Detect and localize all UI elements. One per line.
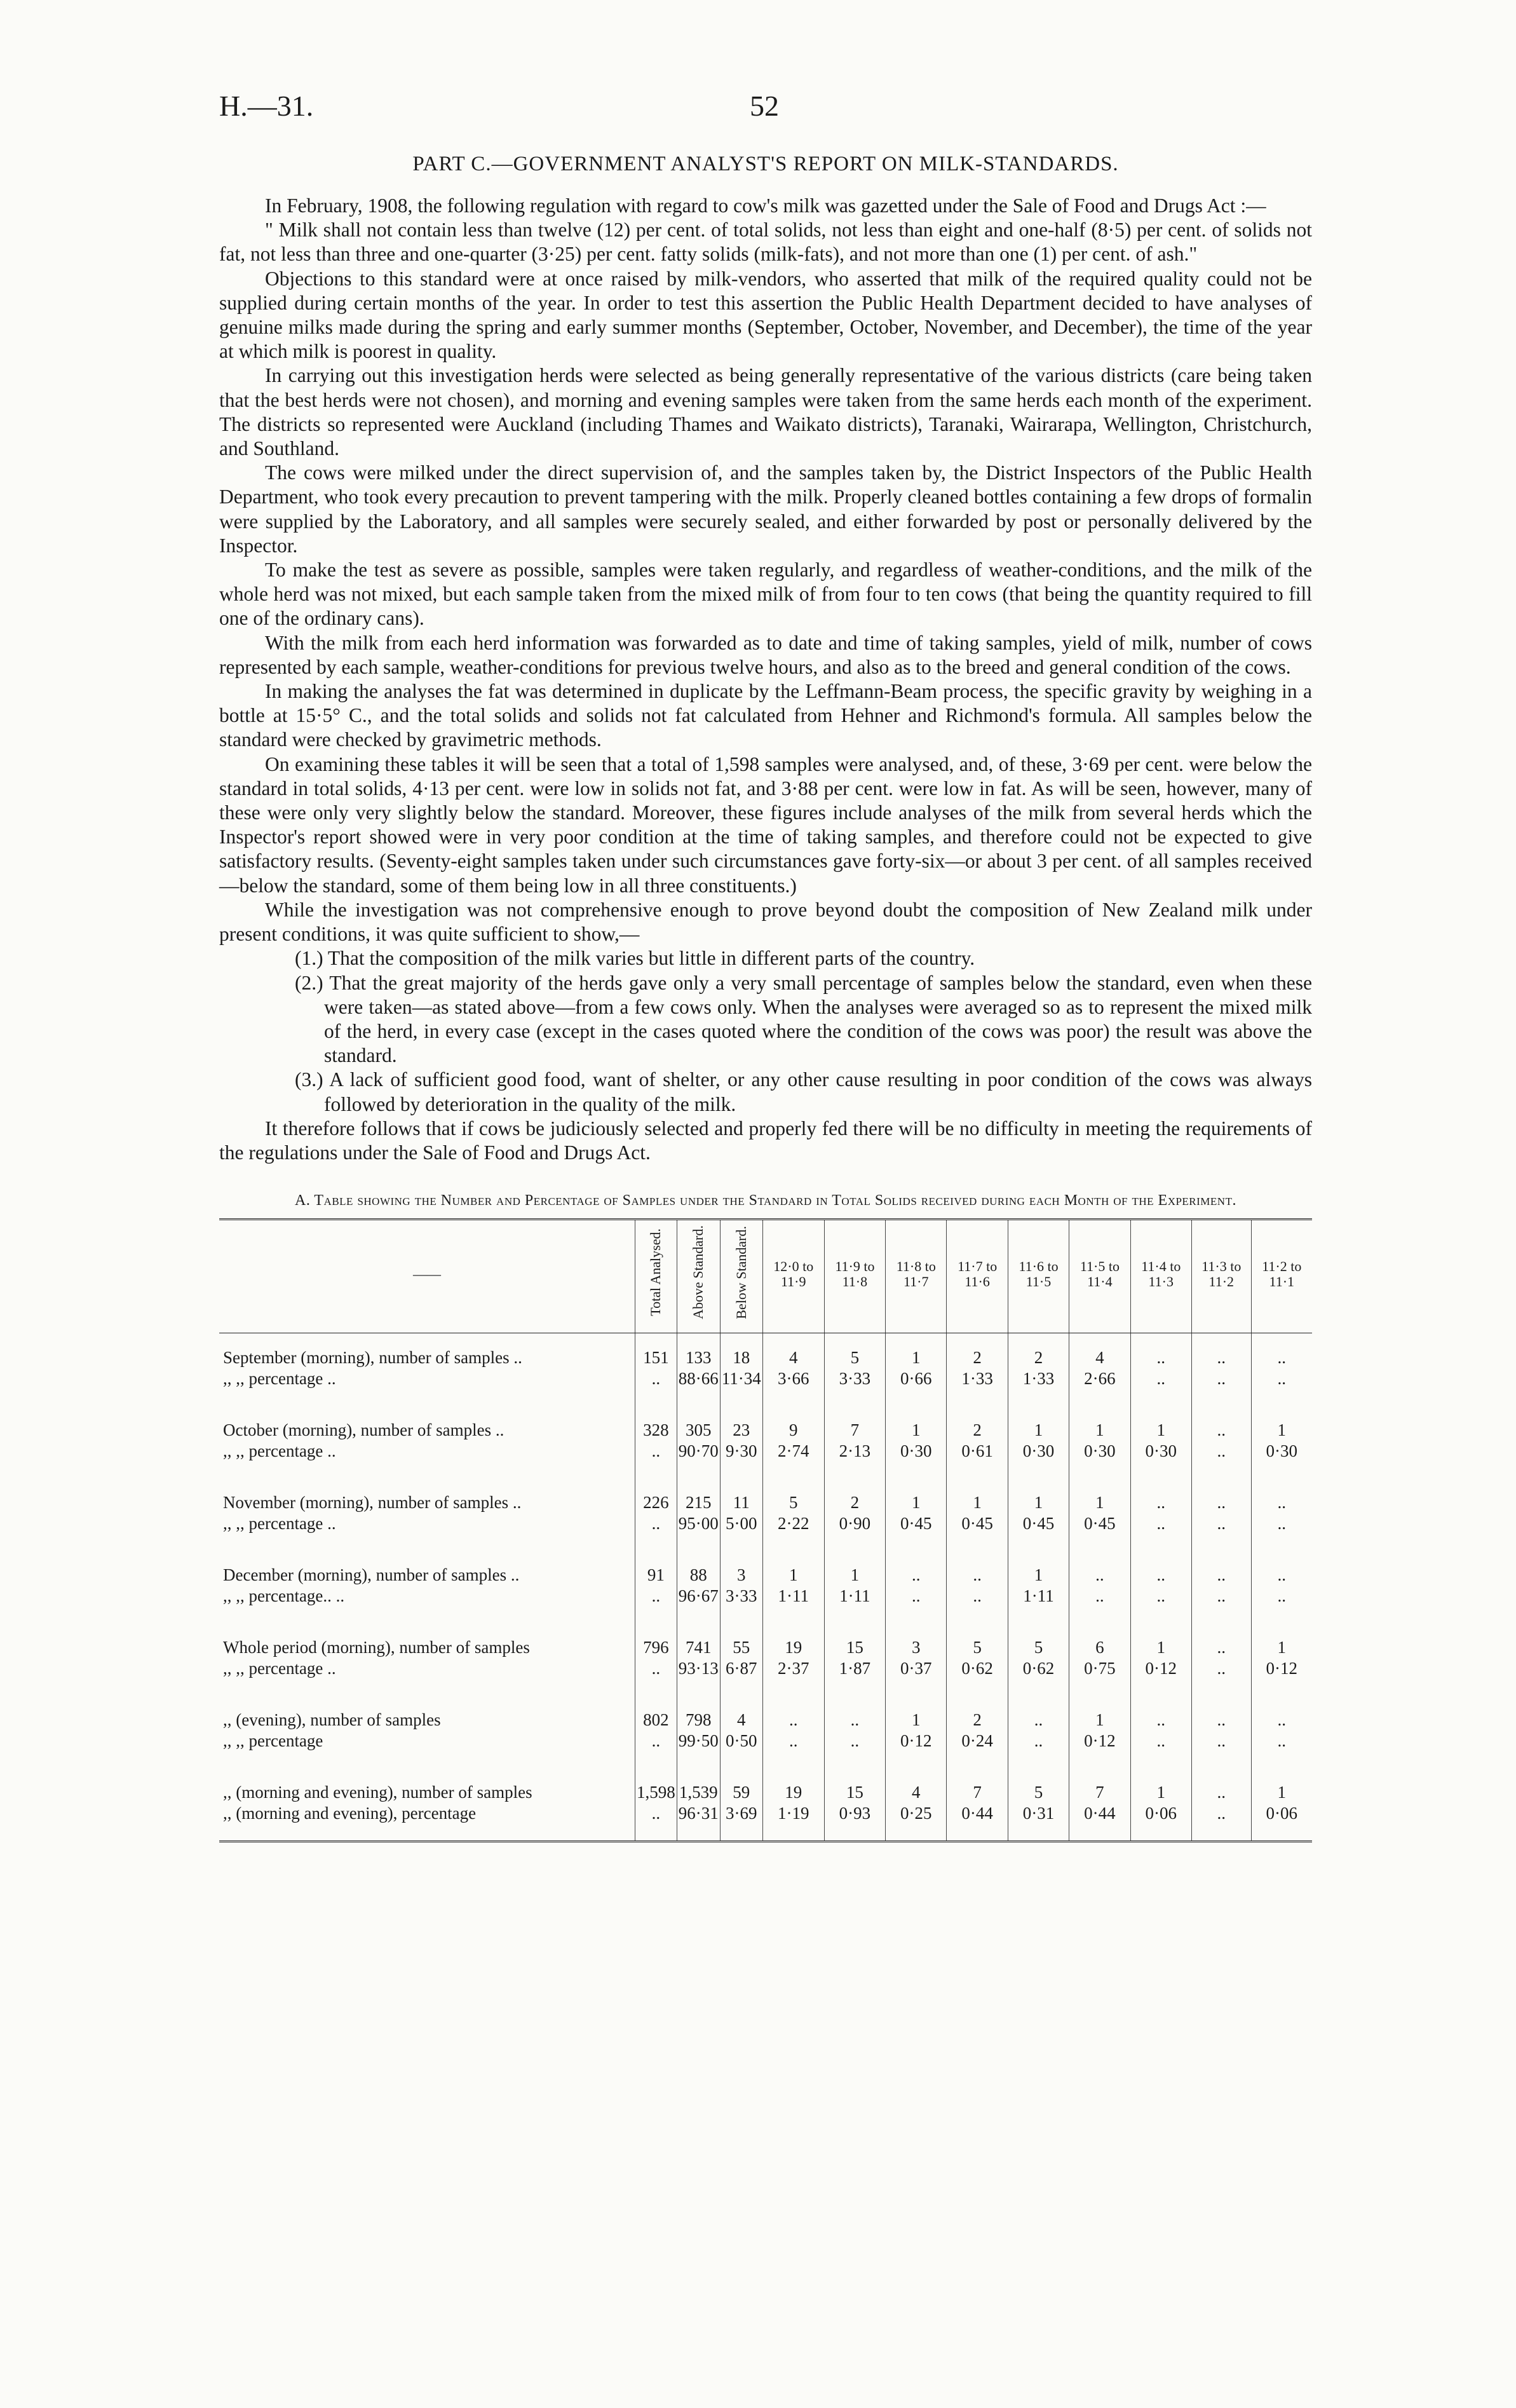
table-cell: .. bbox=[1191, 1513, 1251, 1551]
table-cell: 3·33 bbox=[720, 1586, 762, 1623]
header-total-analysed: Total Analysed. bbox=[635, 1220, 677, 1333]
table-cell: 0·12 bbox=[886, 1731, 947, 1768]
table-cell: 0·12 bbox=[1130, 1658, 1191, 1696]
table-cell: 2·74 bbox=[762, 1441, 824, 1478]
row-label: ,, ,, percentage .. bbox=[223, 1368, 336, 1388]
table-cell: 11 bbox=[720, 1478, 762, 1513]
samples-table bbox=[219, 1218, 1312, 1842]
table-cell: .. bbox=[1251, 1333, 1312, 1368]
header-range: 11·3 to 11·2 bbox=[1191, 1220, 1251, 1333]
table-cell: 1·11 bbox=[1008, 1586, 1069, 1623]
paragraph: " Milk shall not contain less than twelve (12) per cent. of total solids, not less than eight and one-half (8·5) per cent. of solids not fat, not less than three and one-quarter (3·25) per cent. fatty solids (milk-fats), and not more than one (1) per cent. of ash." bbox=[219, 219, 1312, 266]
row-label: ,, ,, percentage .. bbox=[223, 1513, 336, 1533]
row-label: ,, (evening), number of samples bbox=[223, 1710, 441, 1729]
table-cell: .. bbox=[824, 1696, 885, 1731]
table-cell: .. bbox=[1069, 1586, 1130, 1623]
header-range: 11·4 to 11·3 bbox=[1130, 1220, 1191, 1333]
document-reference: H.—31. bbox=[219, 90, 314, 122]
table-cell: 5 bbox=[762, 1478, 824, 1513]
table-cell: .. bbox=[824, 1731, 885, 1768]
table-row bbox=[219, 1768, 1312, 1803]
table-cell: 1·11 bbox=[762, 1586, 824, 1623]
table-cell: 1 bbox=[1069, 1406, 1130, 1441]
row-label: Whole period (morning), number of samples bbox=[223, 1637, 530, 1657]
table-cell: 1·11 bbox=[824, 1586, 885, 1623]
table-cell: 4 bbox=[720, 1696, 762, 1731]
table-cell: 3 bbox=[720, 1551, 762, 1586]
header-range: 11·6 to 11·5 bbox=[1008, 1220, 1069, 1333]
table-cell: 18 bbox=[720, 1333, 762, 1368]
table-cell: 0·30 bbox=[1130, 1441, 1191, 1478]
row-label: October (morning), number of samples .. bbox=[223, 1420, 504, 1439]
table-cell: .. bbox=[1191, 1368, 1251, 1406]
table-body bbox=[219, 1333, 1312, 1841]
table-cell: 0·45 bbox=[1008, 1513, 1069, 1551]
table-cell: .. bbox=[947, 1551, 1008, 1586]
row-label: ,, ,, percentage .. bbox=[223, 1658, 336, 1678]
table-cell: .. bbox=[1191, 1623, 1251, 1658]
table-cell: .. bbox=[1191, 1768, 1251, 1803]
table-cell: .. bbox=[1251, 1731, 1312, 1768]
document-page bbox=[219, 89, 1312, 1842]
table-cell: 1 bbox=[1251, 1768, 1312, 1803]
table-cell: 133 bbox=[677, 1333, 720, 1368]
table-cell: 11·34 bbox=[720, 1368, 762, 1406]
table-cell: 1 bbox=[1069, 1696, 1130, 1731]
page-title: PART C.—GOVERNMENT ANALYST'S REPORT ON MILK-STANDARDS. bbox=[412, 153, 1119, 175]
table-cell: 1,539 bbox=[677, 1768, 720, 1803]
table-cell: 15 bbox=[824, 1768, 885, 1803]
table-row bbox=[219, 1696, 1312, 1731]
table-cell: 802 bbox=[635, 1696, 677, 1731]
table-cell: .. bbox=[1191, 1731, 1251, 1768]
table-cell: 0·75 bbox=[1069, 1658, 1130, 1696]
table-cell: .. bbox=[1191, 1333, 1251, 1368]
table-cell: .. bbox=[635, 1731, 677, 1768]
table-cell: 3·69 bbox=[720, 1803, 762, 1842]
table-cell: 1 bbox=[886, 1478, 947, 1513]
table-cell: 0·62 bbox=[947, 1658, 1008, 1696]
table-cell: .. bbox=[1191, 1551, 1251, 1586]
table-cell: .. bbox=[1251, 1586, 1312, 1623]
paragraph: On examining these tables it will be seen that a total of 1,598 samples were analysed, and, of these, 3·69 per cent. were below the standard in total solids, 4·13 per cent. were low in solids not fat, and 3·88 per cent. were low in fat. As will be seen, however, many of these were only very slightly below the standard. Moreover, these figures include analyses of the milk from several herds which the Inspector's report showed were in very poor condition at the time of taking samples, and therefore could not be expected to give satisfactory results. (Seventy-eight samples taken under such circumstances gave forty-six—or about 3 per cent. of all samples received—below the standard, some of them being low in all three constituents.) bbox=[219, 752, 1312, 897]
header-range: 11·8 to 11·7 bbox=[886, 1220, 947, 1333]
table-cell: 6 bbox=[1069, 1623, 1130, 1658]
table-cell: .. bbox=[635, 1658, 677, 1696]
table-cell: 1·19 bbox=[762, 1803, 824, 1842]
table-cell: 1 bbox=[886, 1406, 947, 1441]
table-row bbox=[219, 1478, 1312, 1513]
table-cell: .. bbox=[1130, 1368, 1191, 1406]
table-row bbox=[219, 1406, 1312, 1441]
table-row bbox=[219, 1731, 1312, 1768]
table-cell: .. bbox=[1191, 1478, 1251, 1513]
table-cell: .. bbox=[1251, 1551, 1312, 1586]
table-cell: 90·70 bbox=[677, 1441, 720, 1478]
table-cell: 0·06 bbox=[1251, 1803, 1312, 1842]
table-cell: .. bbox=[1251, 1478, 1312, 1513]
table-cell: 741 bbox=[677, 1623, 720, 1658]
table-cell: .. bbox=[1251, 1368, 1312, 1406]
table-cell: 88·66 bbox=[677, 1368, 720, 1406]
table-caption: A. Table showing the Number and Percentage of Samples under the Standard in Total Solids received during each Month of the Experiment. bbox=[295, 1192, 1236, 1209]
row-label: December (morning), number of samples .. bbox=[223, 1565, 520, 1584]
table-cell: .. bbox=[1251, 1513, 1312, 1551]
table-cell: .. bbox=[1130, 1731, 1191, 1768]
table-header-row bbox=[219, 1220, 1312, 1333]
table-cell: 0·37 bbox=[886, 1658, 947, 1696]
table-cell: 1 bbox=[1008, 1551, 1069, 1586]
table-cell: 0·45 bbox=[947, 1513, 1008, 1551]
table-row bbox=[219, 1333, 1312, 1368]
table-cell: 0·12 bbox=[1069, 1731, 1130, 1768]
table-row bbox=[219, 1658, 1312, 1696]
paragraph: The cows were milked under the direct supervision of, and the samples taken by, the District Inspectors of the Public Health Department, who took every precaution to prevent tampering with the milk. Properly cleaned bottles containing a few drops of formalin were supplied by the Laboratory, and all samples were securely sealed, and either forwarded by post or personally delivered by the Inspector. bbox=[219, 461, 1312, 557]
table-cell: 151 bbox=[635, 1333, 677, 1368]
table-cell: .. bbox=[635, 1803, 677, 1842]
table-cell: 15 bbox=[824, 1623, 885, 1658]
table-cell: 0·06 bbox=[1130, 1803, 1191, 1842]
table-row bbox=[219, 1803, 1312, 1842]
table-cell: .. bbox=[1191, 1658, 1251, 1696]
table-cell: 91 bbox=[635, 1551, 677, 1586]
table-cell: 1 bbox=[762, 1551, 824, 1586]
table-cell: 798 bbox=[677, 1696, 720, 1731]
paragraph: In February, 1908, the following regulation with regard to cow's milk was gazetted under the Sale of Food and Drugs Act :— bbox=[265, 194, 1266, 217]
table-row bbox=[219, 1551, 1312, 1586]
table-cell: .. bbox=[762, 1696, 824, 1731]
table-cell: 1 bbox=[1130, 1406, 1191, 1441]
table-cell: .. bbox=[1008, 1696, 1069, 1731]
header-above-standard: Above Standard. bbox=[677, 1220, 720, 1333]
table-row bbox=[219, 1586, 1312, 1623]
table-cell: 1 bbox=[824, 1551, 885, 1586]
paragraph: While the investigation was not comprehensive enough to prove beyond doubt the composition of New Zealand milk under present conditions, it was quite sufficient to show,— bbox=[219, 898, 1312, 946]
paragraph: With the milk from each herd information was forwarded as to date and time of taking samples, yield of milk, number of cows represented by each sample, weather-conditions for previous twelve hours, and also as to the breed and general condition of the cows. bbox=[219, 631, 1312, 678]
table-cell: .. bbox=[762, 1731, 824, 1768]
table-cell: 305 bbox=[677, 1406, 720, 1441]
table-cell: 0·31 bbox=[1008, 1803, 1069, 1842]
table-cell: 2 bbox=[947, 1406, 1008, 1441]
table-cell: 9·30 bbox=[720, 1441, 762, 1478]
table-cell: .. bbox=[1191, 1441, 1251, 1478]
table-row bbox=[219, 1368, 1312, 1406]
table-cell: 5 bbox=[1008, 1623, 1069, 1658]
table-cell: 2·22 bbox=[762, 1513, 824, 1551]
table-cell: 0·90 bbox=[824, 1513, 885, 1551]
table-cell: 6·87 bbox=[720, 1658, 762, 1696]
row-label: ,, (morning and evening), number of samples bbox=[223, 1782, 532, 1802]
report-body bbox=[219, 194, 1312, 1165]
table-cell: 5 bbox=[947, 1623, 1008, 1658]
table-cell: .. bbox=[1130, 1696, 1191, 1731]
row-label: ,, ,, percentage .. bbox=[223, 1441, 336, 1460]
table-cell: 7 bbox=[1069, 1768, 1130, 1803]
table-cell: 0·66 bbox=[886, 1368, 947, 1406]
table-row bbox=[219, 1623, 1312, 1658]
list-item: (2.) That the great majority of the herds gave only a very small percentage of samples below the standard, even when these were taken—as stated above—from a few cows only. When the analyses were averaged so as to represent the mixed milk of the herd, in every case (except in the cases quoted where the condition of the cows was poor) the result was above the standard. bbox=[295, 971, 1312, 1067]
table-row bbox=[219, 1513, 1312, 1551]
table-cell: .. bbox=[1191, 1803, 1251, 1842]
table-cell: 95·00 bbox=[677, 1513, 720, 1551]
table-cell: 0·30 bbox=[1008, 1441, 1069, 1478]
closing-paragraph: It therefore follows that if cows be judiciously selected and properly fed there will be no difficulty in meeting the requirements of the regulations under the Sale of Food and Drugs Act. bbox=[219, 1117, 1312, 1164]
table-cell: .. bbox=[1130, 1513, 1191, 1551]
table-cell: .. bbox=[886, 1551, 947, 1586]
table-cell: 2 bbox=[947, 1333, 1008, 1368]
table-cell: .. bbox=[1130, 1478, 1191, 1513]
table-cell: .. bbox=[635, 1513, 677, 1551]
table-cell: 96·67 bbox=[677, 1586, 720, 1623]
table-cell: 2·66 bbox=[1069, 1368, 1130, 1406]
table-cell: 93·13 bbox=[677, 1658, 720, 1696]
table-cell: 5 bbox=[1008, 1768, 1069, 1803]
table-cell: 1,598 bbox=[635, 1768, 677, 1803]
page-header bbox=[219, 89, 1312, 133]
table-cell: 0·12 bbox=[1251, 1658, 1312, 1696]
table-cell: 1·33 bbox=[1008, 1368, 1069, 1406]
table-cell: .. bbox=[1130, 1333, 1191, 1368]
table-cell: 88 bbox=[677, 1551, 720, 1586]
table-cell: .. bbox=[635, 1368, 677, 1406]
table-cell: 0·30 bbox=[1069, 1441, 1130, 1478]
table-cell: 0·30 bbox=[886, 1441, 947, 1478]
table-cell: 99·50 bbox=[677, 1731, 720, 1768]
table-cell: 0·25 bbox=[886, 1803, 947, 1842]
table-cell: 2 bbox=[1008, 1333, 1069, 1368]
paragraph: In making the analyses the fat was determined in duplicate by the Leffmann-Beam process, the specific gravity by weighing in a bottle at 15·5° C., and the total solids and solids not fat calculated from Hehner and Richmond's formula. All samples below the standard were checked by gravimetric methods. bbox=[219, 680, 1312, 751]
table-cell: 0·45 bbox=[1069, 1513, 1130, 1551]
table-cell: 2·13 bbox=[824, 1441, 885, 1478]
table-cell: 0·50 bbox=[720, 1731, 762, 1768]
row-label: ,, (morning and evening), percentage bbox=[223, 1803, 477, 1823]
table-cell: .. bbox=[635, 1586, 677, 1623]
table-cell: 0·44 bbox=[1069, 1803, 1130, 1842]
table-cell: 2 bbox=[824, 1478, 885, 1513]
table-cell: 1·33 bbox=[947, 1368, 1008, 1406]
paragraph: To make the test as severe as possible, samples were taken regularly, and regardless of weather-conditions, and the milk of the whole herd was not mixed, but each sample taken from the mixed milk of from four to ten cows (that being the quantity required to fill one of the ordinary cans). bbox=[219, 559, 1312, 630]
table-cell: 23 bbox=[720, 1406, 762, 1441]
header-range: 11·2 to 11·1 bbox=[1251, 1220, 1312, 1333]
table-cell: 2 bbox=[947, 1696, 1008, 1731]
list-item: (1.) That the composition of the milk varies but little in different parts of the country. bbox=[295, 947, 975, 970]
row-label: ,, ,, percentage bbox=[223, 1731, 323, 1750]
table-cell: 0·24 bbox=[947, 1731, 1008, 1768]
table-cell: 1 bbox=[886, 1696, 947, 1731]
table-cell: 2·37 bbox=[762, 1658, 824, 1696]
table-cell: 0·30 bbox=[1251, 1441, 1312, 1478]
table-cell: .. bbox=[886, 1586, 947, 1623]
table-cell: 55 bbox=[720, 1623, 762, 1658]
table-cell: 215 bbox=[677, 1478, 720, 1513]
header-below-standard: Below Standard. bbox=[720, 1220, 762, 1333]
table-cell: 4 bbox=[1069, 1333, 1130, 1368]
table-cell: 1 bbox=[947, 1478, 1008, 1513]
table-cell: 1 bbox=[1251, 1406, 1312, 1441]
header-range: 12·0 to 11·9 bbox=[762, 1220, 824, 1333]
table-cell: .. bbox=[947, 1586, 1008, 1623]
table-cell: 0·61 bbox=[947, 1441, 1008, 1478]
table-cell: 96·31 bbox=[677, 1803, 720, 1842]
table-cell: .. bbox=[1008, 1731, 1069, 1768]
list-item: (3.) A lack of sufficient good food, want of shelter, or any other cause resulting in poor condition of the cows was always followed by deterioration in the quality of the milk. bbox=[295, 1068, 1312, 1115]
header-range: 11·5 to 11·4 bbox=[1069, 1220, 1130, 1333]
table-cell: 796 bbox=[635, 1623, 677, 1658]
row-label: November (morning), number of samples .. bbox=[223, 1492, 522, 1512]
table-cell: 0·45 bbox=[886, 1513, 947, 1551]
paragraph: In carrying out this investigation herds were selected as being generally representative of the various districts (care being taken that the best herds were not chosen), and morning and evening samples were taken from the same herds each month of the experiment. The districts so represented were Auckland (including Thames and Waikato districts), Taranaki, Wairarapa, Wellington, Christchurch, and Southland. bbox=[219, 364, 1312, 460]
table-cell: 328 bbox=[635, 1406, 677, 1441]
table-cell: 9 bbox=[762, 1406, 824, 1441]
table-cell: 19 bbox=[762, 1768, 824, 1803]
table-cell: .. bbox=[1191, 1586, 1251, 1623]
table-cell: .. bbox=[1069, 1551, 1130, 1586]
table-cell: 1·87 bbox=[824, 1658, 885, 1696]
table-cell: 3 bbox=[886, 1623, 947, 1658]
table-cell: 4 bbox=[762, 1333, 824, 1368]
table-cell: 1 bbox=[1008, 1478, 1069, 1513]
table-cell: 3·66 bbox=[762, 1368, 824, 1406]
table-cell: .. bbox=[1251, 1696, 1312, 1731]
row-label: ,, ,, percentage.. .. bbox=[223, 1586, 345, 1605]
table-cell: 7 bbox=[947, 1768, 1008, 1803]
table-cell: 1 bbox=[886, 1333, 947, 1368]
page-number: 52 bbox=[750, 90, 779, 122]
table-cell: .. bbox=[1130, 1586, 1191, 1623]
table-cell: .. bbox=[1191, 1696, 1251, 1731]
table-cell: 1 bbox=[1130, 1623, 1191, 1658]
table-cell: 0·62 bbox=[1008, 1658, 1069, 1696]
header-range: 11·9 to 11·8 bbox=[824, 1220, 885, 1333]
table-cell: 1 bbox=[1008, 1406, 1069, 1441]
table-cell: 0·93 bbox=[824, 1803, 885, 1842]
table-cell: 5·00 bbox=[720, 1513, 762, 1551]
table-cell: 1 bbox=[1251, 1623, 1312, 1658]
table-cell: 0·44 bbox=[947, 1803, 1008, 1842]
row-label: September (morning), number of samples .. bbox=[223, 1347, 522, 1367]
table-cell: .. bbox=[635, 1441, 677, 1478]
table-cell: 7 bbox=[824, 1406, 885, 1441]
table-cell: 4 bbox=[886, 1768, 947, 1803]
description-header: —— bbox=[219, 1220, 635, 1333]
table-cell: .. bbox=[1191, 1406, 1251, 1441]
table-cell: 59 bbox=[720, 1768, 762, 1803]
table-cell: .. bbox=[1130, 1551, 1191, 1586]
table-cell: 1 bbox=[1130, 1768, 1191, 1803]
table-cell: 19 bbox=[762, 1623, 824, 1658]
table-cell: 3·33 bbox=[824, 1368, 885, 1406]
table-cell: 5 bbox=[824, 1333, 885, 1368]
paragraph: Objections to this standard were at once raised by milk-vendors, who asserted that milk of the required quality could not be supplied during certain months of the year. In order to test this assertion the Public Health Department decided to have analyses of genuine milks made during the spring and early summer months (September, October, November, and December), the time of the year at which milk is poorest in quality. bbox=[219, 267, 1312, 363]
header-range: 11·7 to 11·6 bbox=[947, 1220, 1008, 1333]
table-cell: 1 bbox=[1069, 1478, 1130, 1513]
table-row bbox=[219, 1441, 1312, 1478]
table-cell: 226 bbox=[635, 1478, 677, 1513]
